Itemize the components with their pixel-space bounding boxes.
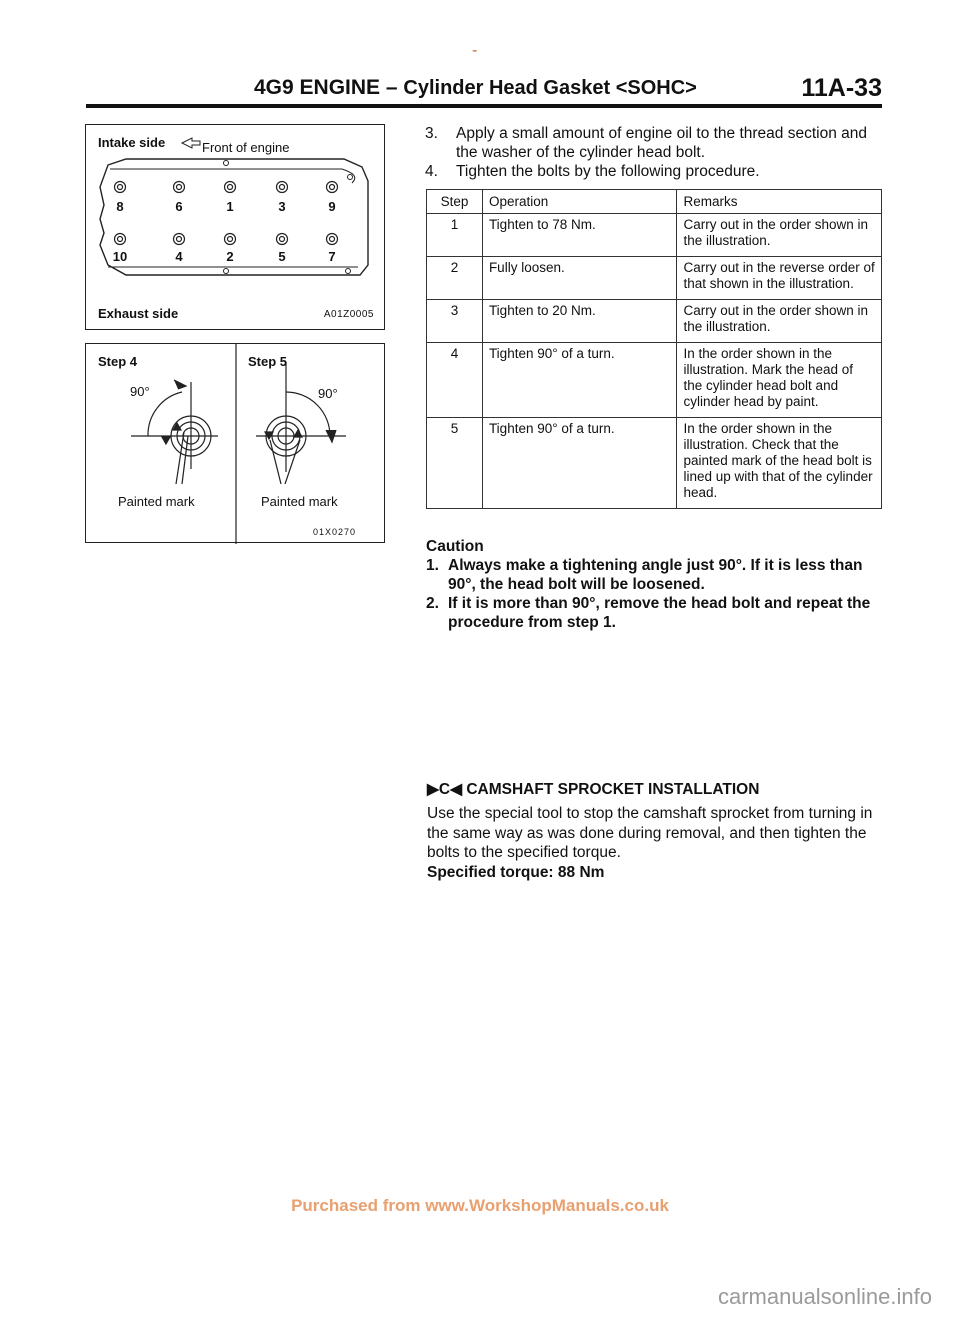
table-row: [427, 300, 882, 343]
bolt-number: 4: [175, 249, 183, 264]
step4-label: Step 4: [98, 354, 138, 369]
step-cell: 4: [427, 343, 483, 418]
bolt-number: 3: [278, 199, 286, 214]
figure-code: 01X0270: [312, 527, 356, 537]
caution-item: [426, 594, 886, 632]
remarks-cell: In the order shown in the illustration. Check that the painted mark of the head bolt is lined up with that of the cylinder head.: [677, 418, 882, 509]
operation-cell: Tighten 90° of a turn.: [482, 343, 677, 418]
remarks-cell: In the order shown in the illustration. Mark the head of the cylinder head bolt and cylinder head by paint.: [677, 343, 882, 418]
bolt-angle-illustration: [86, 344, 386, 544]
instruction-text: Tighten the bolts by the following procedure.: [456, 163, 760, 180]
page-title-sub: Cylinder Head Gasket <SOHC>: [403, 77, 697, 99]
step4-angle: 90°: [130, 384, 150, 399]
step-cell: 3: [427, 300, 483, 343]
column-header-remarks: Remarks: [677, 190, 882, 214]
header-rule: [86, 104, 882, 108]
caution-block: [426, 537, 886, 632]
table-row: [427, 214, 882, 257]
bolt-order-figure: [85, 124, 385, 330]
caution-text: If it is more than 90°, remove the head bolt and repeat the procedure from step 1.: [448, 595, 871, 631]
front-of-engine-label: Front of engine: [202, 140, 290, 155]
remarks-cell: Carry out in the order shown in the illustration.: [677, 214, 882, 257]
instruction-text: Apply a small amount of engine oil to the thread section and the washer of the cylinder head bolt.: [456, 125, 868, 161]
angle-tightening-figure: [85, 343, 385, 543]
step4-painted-mark: Painted mark: [118, 494, 195, 509]
column-header-step: Step: [427, 190, 483, 214]
table-row: [427, 343, 882, 418]
table-header-row: [427, 190, 882, 214]
instruction-item: [425, 162, 885, 181]
table-row: [427, 257, 882, 300]
purchase-footer: Purchased from www.WorkshopManuals.co.uk: [291, 1196, 669, 1215]
cylinder-head-outline: [86, 125, 386, 331]
step-cell: 5: [427, 418, 483, 509]
section-title: ▶C◀ CAMSHAFT SPROCKET INSTALLATION: [427, 781, 760, 798]
bolt-number: 10: [112, 249, 128, 264]
bolt-number: 2: [226, 249, 234, 264]
instruction-item: [425, 124, 885, 162]
intake-side-label: Intake side: [98, 135, 166, 150]
column-header-operation: Operation: [482, 190, 677, 214]
page-number: 11A-33: [801, 74, 882, 102]
caution-number: 1.: [426, 557, 439, 574]
step5-label: Step 5: [248, 354, 288, 369]
section-body: Use the special tool to stop the camshaft sprocket from turning in the same way as was done during removal, and then tighten the bolts to the specified torque.: [427, 805, 873, 861]
caution-item: [426, 556, 886, 594]
remarks-cell: Carry out in the reverse order of that shown in the illustration.: [677, 257, 882, 300]
bolt-number: 6: [175, 199, 183, 214]
instruction-list: [425, 124, 885, 181]
tightening-procedure-table: [426, 189, 882, 509]
remarks-cell: Carry out in the order shown in the illustration.: [677, 300, 882, 343]
instruction-number: 4.: [425, 163, 438, 180]
step-cell: 2: [427, 257, 483, 300]
instruction-number: 3.: [425, 125, 438, 142]
exhaust-side-label: Exhaust side: [98, 306, 179, 321]
step5-painted-mark: Painted mark: [261, 494, 338, 509]
operation-cell: Tighten to 20 Nm.: [482, 300, 677, 343]
page-header: [86, 76, 882, 104]
page-title: [254, 76, 697, 100]
page-title-main: 4G9 ENGINE –: [254, 76, 404, 99]
caution-text: Always make a tightening angle just 90°. If it is less than 90°, the head bolt will be loosened.: [448, 557, 863, 593]
step5-angle: 90°: [318, 386, 338, 401]
operation-cell: Fully loosen.: [482, 257, 677, 300]
caution-title: Caution: [426, 538, 484, 555]
specified-torque: Specified torque: 88 Nm: [427, 864, 605, 881]
table-row: [427, 418, 882, 509]
site-watermark: carmanualsonline.info: [717, 1284, 932, 1309]
bolt-number: 7: [328, 249, 336, 264]
figure-code: A01Z0005: [323, 309, 374, 320]
top-mark: -: [472, 42, 478, 59]
operation-cell: Tighten to 78 Nm.: [482, 214, 677, 257]
caution-number: 2.: [426, 595, 439, 612]
bolt-number: 9: [328, 199, 336, 214]
step-cell: 1: [427, 214, 483, 257]
bolt-number: 5: [278, 249, 286, 264]
operation-cell: Tighten 90° of a turn.: [482, 418, 677, 509]
bolt-number: 1: [226, 199, 234, 214]
bolt-number: 8: [116, 199, 124, 214]
